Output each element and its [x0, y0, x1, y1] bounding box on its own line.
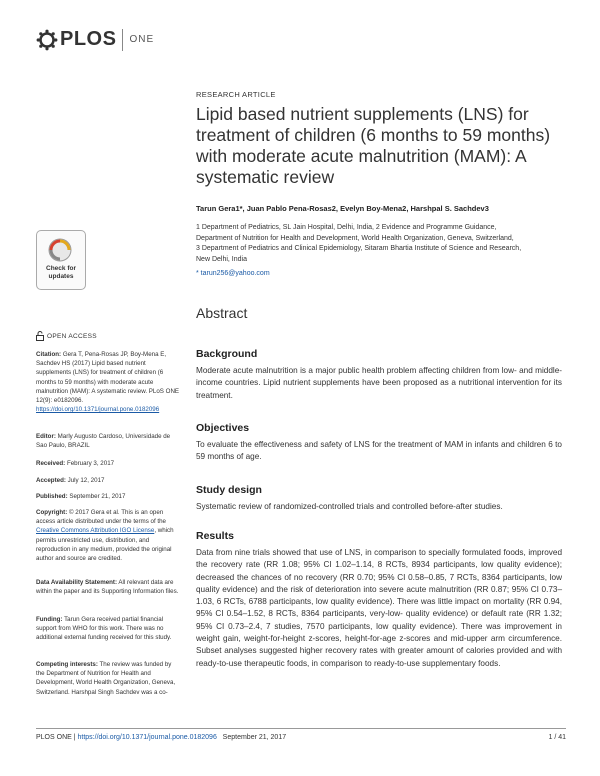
citation-text: Gera T, Pena-Rosas JP, Boy-Mena E, Sachdev HS (2017) Lipid based nutrient supplements (LNS) for treatment of children (6 months to 59 months) with moderate acute malnutrition (MAM): A systematic review. PLoS ONE 12(9): e0182096.: [36, 351, 180, 405]
journal-name: ONE: [129, 34, 155, 45]
accepted-block: [36, 476, 180, 485]
citation-doi-link[interactable]: https://doi.org/10.1371/journal.pone.0182096: [36, 406, 160, 414]
published-date: September 21, 2017: [67, 493, 126, 500]
author-list: Tarun Gera1*, Juan Pablo Pena-Rosas2, Evelyn Boy-Mena2, Harshpal S. Sachdev3: [196, 204, 489, 213]
editor-text: Marly Augusto Cardoso, Universidade de Sao Paulo, BRAZIL: [36, 433, 171, 450]
received-block: [36, 459, 180, 468]
editor-block: [36, 432, 180, 450]
funding-label: Funding:: [36, 616, 63, 623]
plos-logo-icon: [36, 29, 58, 51]
data-availability-label: Data Availability Statement:: [36, 579, 118, 586]
logo-text: PLOS: [60, 28, 117, 50]
funding-text: Tarun Gera received partial financial support from WHO for this work. There was no additional external funding received for this study.: [36, 616, 172, 642]
data-availability-text: All relevant data are within the paper and its Supporting Information files.: [36, 579, 179, 596]
plos-logo: [36, 28, 154, 51]
editor-label: Editor:: [36, 433, 56, 440]
data-availability-block: [36, 578, 180, 596]
copyright-block: [36, 508, 180, 563]
affiliation-line: Department of Nutrition for Health and Development, World Health Organization, Geneva, Switzerland,: [196, 234, 514, 242]
copyright-label: Copyright:: [36, 509, 68, 516]
published-label: Published:: [36, 493, 68, 500]
study-design-heading: Study design: [196, 484, 262, 496]
background-text: Moderate acute malnutrition is a major public health problem affecting children from low- and middle-income countries. Lipid nutrient supplements have been proposed as a nutritional intervention for its treatment.: [196, 366, 562, 400]
check-for-updates-badge[interactable]: [36, 230, 86, 290]
citation-label: Citation:: [36, 351, 62, 358]
footer-doi-link[interactable]: https://doi.org/10.1371/journal.pone.0182096: [77, 734, 217, 741]
article-title: Lipid based nutrient supplements (LNS) for treatment of children (6 months to 59 months) with moderate acute malnutrition (MAM): A systematic review: [196, 104, 551, 187]
citation-block: [36, 350, 180, 414]
affiliation-line: New Delhi, India: [196, 255, 247, 263]
objectives-heading: Objectives: [196, 422, 250, 434]
copyright-text: © 2017 Gera et al. This is an open access article distributed under the terms of the: [36, 509, 167, 526]
funding-block: [36, 615, 180, 643]
open-lock-icon: [36, 331, 44, 341]
accepted-date: July 12, 2017: [65, 477, 105, 484]
page-number: 1 / 41: [548, 734, 566, 741]
article-type: RESEARCH ARTICLE: [196, 90, 276, 99]
abstract-heading: Abstract: [196, 305, 248, 321]
received-label: Received:: [36, 460, 66, 467]
footer-journal: PLOS ONE |: [36, 734, 78, 741]
check-for-updates-label: Check for updates: [46, 265, 76, 280]
copyright-text-end: , which permits unrestricted use, distribution, and reproduction in any medium, provided the original author and source are credited.: [36, 527, 174, 563]
results-text: Data from nine trials showed that use of LNS, in comparison to specially formulated foods, improved the recovery rate (RR 1.08; 95% CI 1.02–1.14, 8 RCTs, 8934 participants, low quality evidence); decreased the chances of no recovery (RR 0.70; 95% CI 0.58–0.85, 7 RCTs, 8364 participants, low quality evidence) and the risk of deterioration into severe acute malnutrition (RR 0.87; 95% CI 0.73–1.03, 6 RCTs, 6788 participants, low quality evidence). There was little impact on mortality (RR 0.94, 95% CI 0.54–1.52, 8 RCTs, 8364 participants, very-low- quality evidence) or default rate (RR 1.32; 95% CI 0.73–2.4, 7 studies, 7570 participants, low quality evidence). There was improvement in weight gain, weight-for-height z-scores, height-for-age z-scores and mid-upper arm circumference. Subset analyses suggested higher recovery rates with greater amount of calories provided and with ready-to-use therapeutic foods, in comparison to ready-to-use supplementary foods.: [196, 548, 562, 668]
background-heading: Background: [196, 348, 258, 360]
open-access-text: OPEN ACCESS: [47, 332, 97, 340]
results-heading: Results: [196, 530, 234, 542]
received-date: February 3, 2017: [65, 460, 115, 467]
open-access-label: [36, 331, 97, 341]
study-design-text: Systematic review of randomized-controlled trials and controlled before-after studies.: [196, 502, 503, 511]
page-footer: [36, 734, 566, 741]
footer-date: September 21, 2017: [216, 734, 287, 741]
footer-divider: [36, 728, 566, 729]
competing-interests-block: [36, 660, 180, 697]
corresponding-email[interactable]: * tarun256@yahoo.com: [196, 270, 270, 277]
objectives-text: To evaluate the effectiveness and safety of LNS for the treatment of MAM in infants and children 6 to 59 months of age.: [196, 440, 562, 462]
competing-interests-label: Competing interests:: [36, 661, 98, 668]
affiliation-line: 1 Department of Pediatrics, SL Jain Hospital, Delhi, India, 2 Evidence and Programme Guidance,: [196, 224, 497, 231]
check-updates-icon: [48, 238, 72, 262]
license-link[interactable]: Creative Commons Attribution IGO License: [36, 527, 155, 535]
affiliations: [196, 223, 566, 265]
competing-interests-text: The review was funded by the Department of Nutrition for Health and Development, World Health Organization, Geneva, Switzerland. Harshpal Singh Sachdev was a co-: [36, 661, 176, 696]
logo-divider: [122, 29, 123, 51]
published-block: [36, 492, 180, 501]
affiliation-line: 3 Department of Pediatrics and Clinical Epidemiology, Sitaram Bhartia Institute of Science and Research,: [196, 245, 522, 252]
accepted-label: Accepted:: [36, 477, 66, 484]
